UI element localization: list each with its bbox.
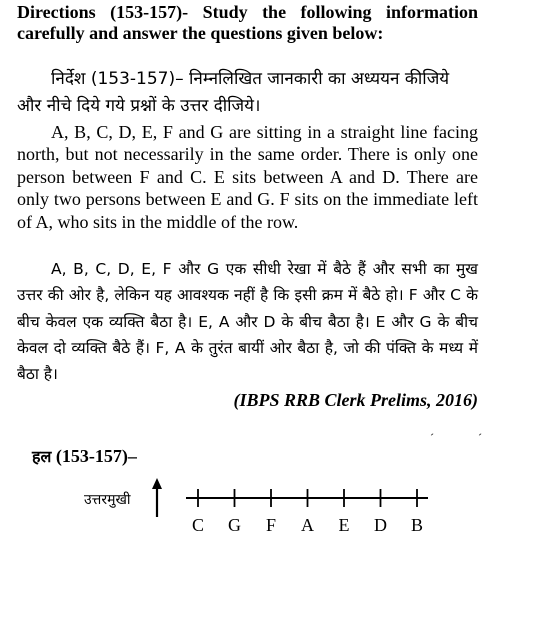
facing-north-label: उत्तरमुखी [84,492,131,508]
stray-mark: ˊ [430,431,434,445]
directions-hindi: निर्देश (153-157)– निम्नलिखित जानकारी का अध्ययन कीजिये और नीचे दिये गये प्रश्नों के उत्तर दीजिये। [17,69,450,116]
seat-label-e: E [338,515,350,535]
seat-group [192,489,423,535]
stray-mark: ˊ [478,431,482,445]
seat-label-b: B [410,515,424,535]
directions-english: Directions (153-157)- Study the following information carefully and answer the questions given below: [17,2,478,43]
seat-label-d: D [374,515,387,535]
puzzle-paragraph-english: A, B, C, D, E, F and G are sitting in a straight line facing north, but not necessarily in the same order. There is only one person between F and C. E sits between A and D. There are only two persons between E and G. F sits on the immediate left of A, who sits in the middle of the row. [17,122,478,232]
exam-source: (IBPS RRB Clerk Prelims, 2016) [233,390,478,410]
seat-label-f: F [265,515,277,535]
solution-label-range: (153-157)– [51,446,137,466]
seat-label-g: G [228,515,241,535]
solution-label-hindi: हल [32,447,52,466]
north-arrow-icon [152,478,162,517]
seat-label-c: C [191,515,205,535]
puzzle-paragraph-hindi: A, B, C, D, E, F और G एक सीधी रेखा में बैठे हैं और सभी का मुख उत्तर की ओर है, लेकिन यह आवश्यक नहीं है कि इसी क्रम में बैठे हो। F और C के बीच केवल एक व्यक्ति बैठा है। E, A और D के बीच बैठा है। E और G के बीच केवल दो व्यक्ति बैठे हैं। F, A के तुरंत बायीं ओर बैठा है, जो की पंक्ति के मध्य में बैठा है। [17,260,478,384]
seat-label-a: A [301,515,314,535]
